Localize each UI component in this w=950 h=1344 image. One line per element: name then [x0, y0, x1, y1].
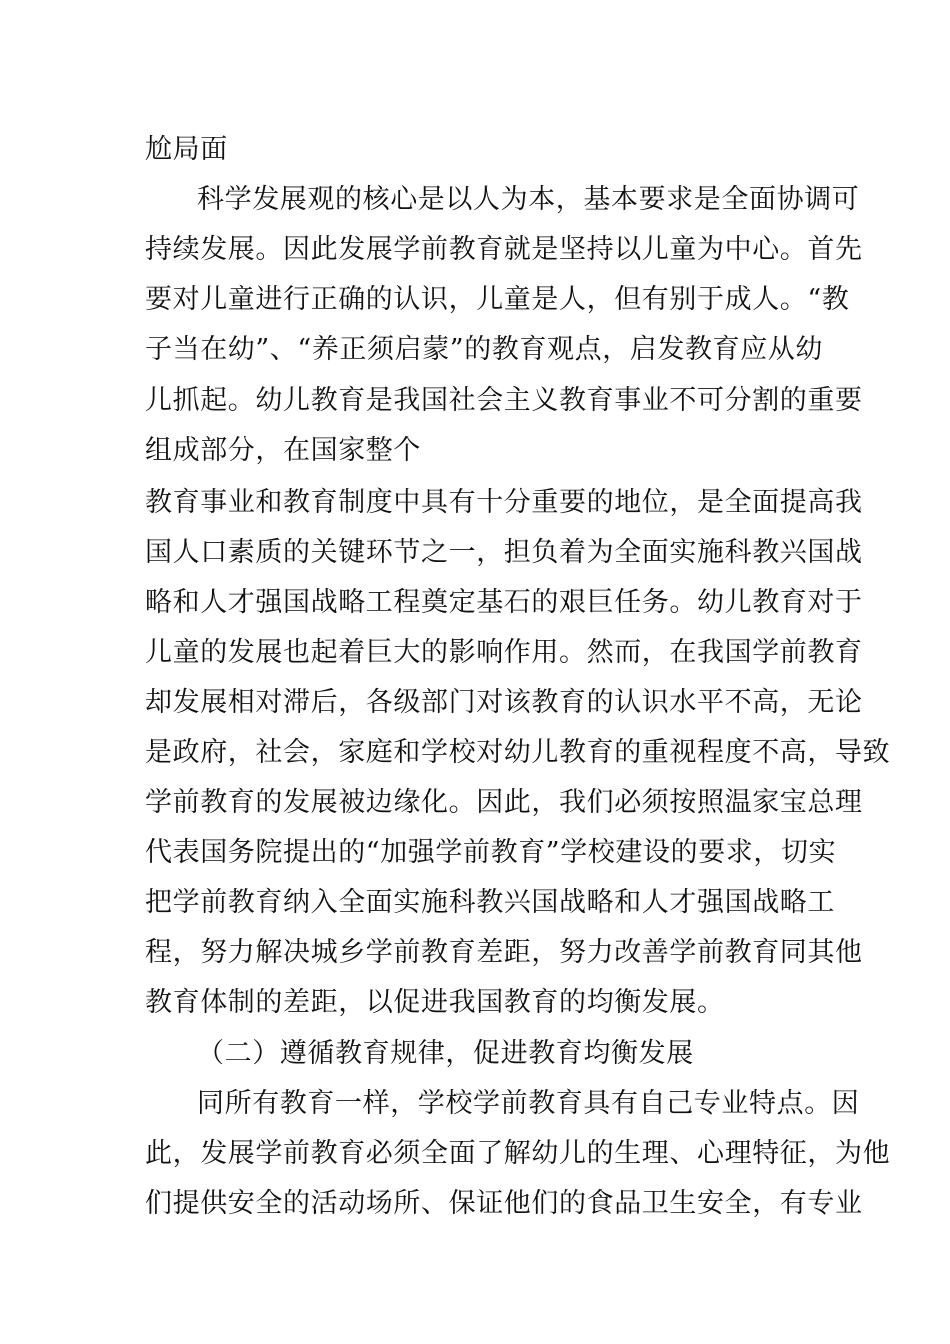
- text-line: 却发展相对滞后，各级部门对该教育的认识水平不高，无论: [145, 687, 863, 718]
- text-line: 子当在幼”、“养正须启蒙”的教育观点，启发教育应从幼: [145, 334, 824, 365]
- text-line: 把学前教育纳入全面实施科教兴国战略和人才强国战略工: [145, 887, 835, 918]
- text-line: 学前教育的发展被边缘化。因此，我们必须按照温家宝总理: [145, 787, 863, 818]
- text-line: 儿抓起。幼儿教育是我国社会主义教育事业不可分割的重要: [145, 385, 863, 416]
- text-line: 教育事业和教育制度中具有十分重要的地位，是全面提高我: [145, 487, 863, 518]
- text-line: 持续发展。因此发展学前教育就是坚持以儿童为中心。首先: [145, 234, 863, 265]
- text-line: 是政府，社会，家庭和学校对幼儿教育的重视程度不高，导致: [145, 737, 891, 768]
- text-line: 略和人才强国战略工程奠定基石的艰巨任务。幼儿教育对于: [145, 587, 863, 618]
- text-line: 国人口素质的关键环节之一，担负着为全面实施科教兴国战: [145, 537, 863, 568]
- text-line: 尬局面: [145, 134, 228, 165]
- text-line: 们提供安全的活动场所、保证他们的食品卫生安全，有专业: [145, 1188, 863, 1219]
- section-heading: （二）遵循教育规律，促进教育均衡发展: [197, 1038, 694, 1069]
- text-line: 组成部分，在国家整个: [145, 435, 421, 466]
- text-line: 程，努力解决城乡学前教育差距，努力改善学前教育同其他: [145, 937, 863, 968]
- paragraph-first-line: 科学发展观的核心是以人为本，基本要求是全面协调可: [197, 184, 860, 215]
- paragraph-first-line: 同所有教育一样，学校学前教育具有自己专业特点。因: [197, 1088, 860, 1119]
- text-line: 教育体制的差距，以促进我国教育的均衡发展。: [145, 987, 725, 1018]
- text-line: 儿童的发展也起着巨大的影响作用。然而，在我国学前教育: [145, 637, 863, 668]
- text-line: 代表国务院提出的“加强学前教育”学校建设的要求，切实: [145, 837, 837, 868]
- text-line: 此，发展学前教育必须全面了解幼儿的生理、心理特征，为他: [145, 1138, 891, 1169]
- text-line: 要对儿童进行正确的认识，儿童是人，但有别于成人。“教: [145, 284, 850, 315]
